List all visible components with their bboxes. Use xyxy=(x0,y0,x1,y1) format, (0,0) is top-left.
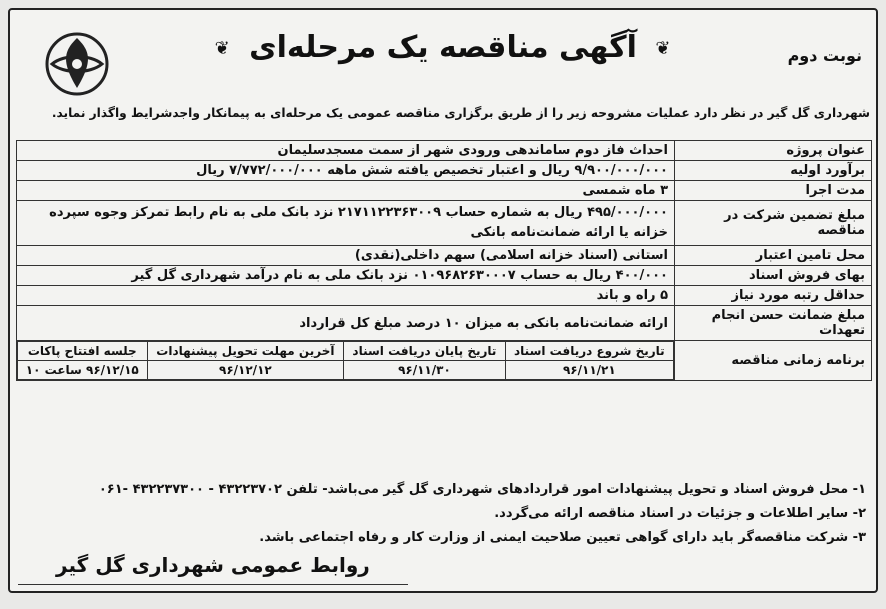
row-value: ۴۰۰/۰۰۰ ریال به حساب ۰۱۰۹۶۸۲۶۳۰۰۰۷ نزد بانک ملی به نام درآمد شهرداری گل گیر xyxy=(17,266,675,286)
table-row xyxy=(17,246,872,266)
ornament-icon: ❦ xyxy=(214,38,231,59)
note-item: ۳- شرکت مناقصه‌گر باید دارای گواهی تعیین صلاحیت ایمنی از وزارت کار و رفاه اجتماعی باشد. xyxy=(259,530,866,545)
note-item: ۱- محل فروش اسناد و تحویل پیشنهادات امور قراردادهای شهرداری گل گیر می‌باشد- تلفن ۴۳۲۲۳۷۰۲ - ۴۳۲۲۳۷۳۰۰ -۰۶۱ xyxy=(98,482,866,497)
row-value: ۴۹۵/۰۰۰/۰۰۰ ریال به شماره حساب ۲۱۷۱۱۲۲۳۶۳۰۰۹ نزد بانک ملی به نام رابط تمرکز وجوه سپرده خزانه یا ارائه ضمانت‌نامه بانکی xyxy=(17,201,675,246)
ornament-icon: ❦ xyxy=(655,38,672,59)
table-row xyxy=(17,201,872,246)
schedule-date: ۹۶/۱۱/۳۰ xyxy=(344,361,505,380)
row-label: مبلغ ضمانت حسن انجام تعهدات xyxy=(675,306,872,341)
note-item: ۲- سایر اطلاعات و جزئیات در اسناد مناقصه ارائه می‌گردد. xyxy=(494,506,866,521)
schedule-date: ۹۶/۱۲/۱۵ ساعت ۱۰ xyxy=(18,361,148,380)
table-row xyxy=(17,286,872,306)
table-row xyxy=(17,161,872,181)
row-label: مدت اجرا xyxy=(675,181,872,201)
row-value: احداث فاز دوم ساماندهی ورودی شهر از سمت مسجدسلیمان xyxy=(17,141,675,161)
row-label: محل تامین اعتبار xyxy=(675,246,872,266)
schedule-table xyxy=(17,341,674,380)
page-title xyxy=(10,30,876,65)
tender-details-table xyxy=(16,140,872,381)
row-value: ۵ راه و باند xyxy=(17,286,675,306)
row-label: حداقل رتبه مورد نیاز xyxy=(675,286,872,306)
advertisement-page xyxy=(8,8,878,593)
row-label: بهای فروش اسناد xyxy=(675,266,872,286)
signature: روابط عمومی شهرداری گل گیر xyxy=(56,553,370,577)
schedule-header: تاریخ شروع دریافت اسناد xyxy=(505,342,673,361)
signature-underline xyxy=(18,584,408,585)
row-value: استانی (اسناد خزانه اسلامی) سهم داخلی(نقدی) xyxy=(17,246,675,266)
title-text: آگهی مناقصه یک مرحله‌ای xyxy=(249,30,637,65)
table-row xyxy=(17,181,872,201)
row-value: ۳ ماه شمسی xyxy=(17,181,675,201)
round-badge: نوبت دوم xyxy=(787,46,862,65)
schedule-date: ۹۶/۱۱/۲۱ xyxy=(505,361,673,380)
row-label: برنامه زمانی مناقصه xyxy=(675,341,872,381)
table-row xyxy=(17,306,872,341)
intro-text: شهرداری گل گیر در نظر دارد عملیات مشروحه زیر را از طریق برگزاری مناقصه عمومی یک مرحله‌ای به پیمانکار واجدشرایط واگذار نماید. xyxy=(51,106,870,120)
schedule-row xyxy=(17,341,872,381)
schedule-header: تاریخ پایان دریافت اسناد xyxy=(344,342,505,361)
row-value: ارائه ضمانت‌نامه بانکی به میزان ۱۰ درصد مبلغ کل قرارداد xyxy=(17,306,675,341)
schedule-date: ۹۶/۱۲/۱۲ xyxy=(147,361,344,380)
table-row xyxy=(17,266,872,286)
row-label: مبلغ تضمین شرکت در مناقصه xyxy=(675,201,872,246)
schedule-cell xyxy=(17,341,675,381)
notes-list xyxy=(20,478,866,550)
table-row xyxy=(17,141,872,161)
schedule-header: جلسه افتتاح پاکات xyxy=(18,342,148,361)
row-label: برآورد اولیه xyxy=(675,161,872,181)
row-label: عنوان پروژه xyxy=(675,141,872,161)
schedule-header: آخرین مهلت تحویل پیشنهادات xyxy=(147,342,344,361)
row-value: ۹/۹۰۰/۰۰۰/۰۰۰ ریال و اعتبار تخصیص یافته شش ماهه ۷/۷۷۲/۰۰۰/۰۰۰ ریال xyxy=(17,161,675,181)
